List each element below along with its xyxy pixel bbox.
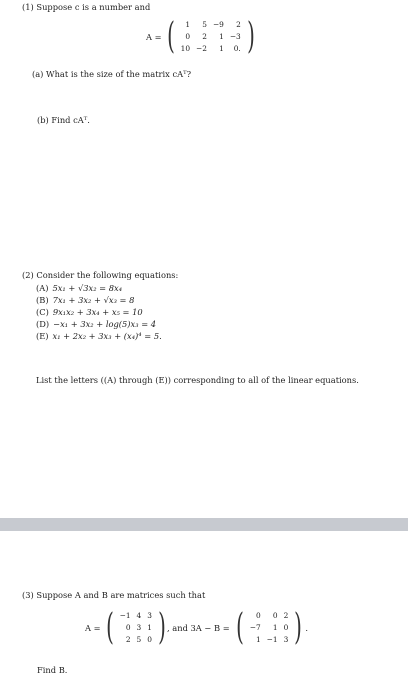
- left-paren: (: [235, 607, 244, 648]
- matrix-entry: −3: [229, 32, 241, 41]
- matrix-entry: 2: [283, 611, 289, 620]
- matrix-entry: 5: [202, 20, 207, 29]
- matrix-entry: 1: [219, 32, 224, 41]
- right-paren: ): [158, 607, 166, 648]
- q1-intro: [22, 2, 150, 12]
- q1-part-b: (b) Find cAᵀ.: [37, 115, 90, 125]
- matrix-entry: 2: [202, 32, 207, 41]
- matrix-entry: 1: [185, 20, 191, 29]
- q2-intro: (2) Consider the following equations:: [22, 270, 179, 280]
- q1-number: (1): [22, 2, 34, 12]
- section-divider: [0, 518, 408, 531]
- matrix-row: [178, 31, 244, 43]
- left-paren: (: [105, 607, 114, 648]
- matrix-entry: 0: [125, 623, 131, 632]
- equation-text: x₁ + 2x₂ + 3x₃ + (x₄)⁴ = 5.: [52, 331, 162, 341]
- q3-task: Find B.: [37, 665, 68, 675]
- q1-matrix-label: A =: [146, 32, 162, 42]
- q2-instruction: List the letters ((A) through (E)) corresponding to all of the linear equations.: [36, 375, 359, 385]
- q1-part-a: (a) What is the size of the matrix cAᵀ?: [32, 69, 192, 79]
- matrix-entry: 0: [185, 32, 191, 41]
- q3-matrix-c: [233, 607, 306, 648]
- matrix-entry: −2: [196, 44, 207, 53]
- matrix-row: [117, 634, 155, 646]
- left-paren: (: [166, 16, 175, 57]
- equation-item: [36, 319, 162, 331]
- q3-matrix-a-label: A =: [85, 623, 101, 633]
- right-paren: ): [246, 16, 255, 57]
- matrix-row: [178, 43, 244, 55]
- matrix-entry: 5: [136, 635, 142, 644]
- equation-item: [36, 283, 162, 295]
- right-paren: ): [294, 607, 303, 648]
- q1-intro-text: Suppose c is a number and: [36, 2, 151, 12]
- matrix-entry: 1: [219, 44, 224, 53]
- matrix-entry: 3: [283, 635, 289, 644]
- q3-matrix-row: [85, 607, 308, 648]
- matrix-entry: 2: [125, 635, 131, 644]
- matrix-entry: 0: [272, 611, 278, 620]
- matrix-entry: 2: [236, 20, 241, 29]
- q3-connector: , and 3A − B =: [167, 623, 230, 633]
- q2-equations: [36, 283, 162, 343]
- equation-text: 5x₁ + √3x₂ = 8x₄: [52, 283, 123, 293]
- matrix-row: [247, 634, 292, 646]
- equation-label: (C): [36, 307, 49, 317]
- matrix-entry: 1: [255, 635, 261, 644]
- matrix-entry: 10: [180, 44, 191, 53]
- equation-item: [36, 331, 162, 343]
- equation-label: (B): [36, 295, 49, 305]
- equation-item: [36, 295, 162, 307]
- q1-matrix: [164, 16, 258, 57]
- matrix-row: [117, 610, 155, 622]
- equation-text: −x₁ + 3x₂ + log(5)x₃ = 4: [53, 319, 157, 329]
- q3-matrix-c-table: [247, 610, 292, 646]
- matrix-entry: 0: [283, 623, 289, 632]
- matrix-row: [117, 622, 155, 634]
- matrix-entry: 1: [147, 623, 152, 632]
- q3-matrix-a-table: [117, 610, 155, 646]
- matrix-entry: 4: [136, 611, 142, 620]
- equation-label: (E): [36, 331, 49, 341]
- matrix-entry: 3: [147, 611, 152, 620]
- equation-item: [36, 307, 162, 319]
- matrix-entry: 0: [147, 635, 152, 644]
- matrix-row: [247, 622, 292, 634]
- equation-label: (D): [36, 319, 50, 329]
- matrix-entry: −7: [249, 623, 261, 632]
- matrix-entry: 3: [136, 623, 142, 632]
- matrix-entry: −1: [119, 611, 131, 620]
- matrix-entry: 0: [255, 611, 261, 620]
- matrix-row: [247, 610, 292, 622]
- q3-matrix-a: [103, 607, 169, 648]
- matrix-entry: 0.: [233, 44, 241, 53]
- matrix-entry: −1: [266, 635, 278, 644]
- equation-text: 9x₁x₂ + 3x₄ + x₅ = 10: [52, 307, 143, 317]
- q1-matrix-table: [178, 19, 244, 55]
- matrix-row: [178, 19, 244, 31]
- q1-matrix-block: [146, 16, 258, 57]
- q3-end: .: [305, 623, 308, 633]
- equation-label: (A): [36, 283, 49, 293]
- q3-intro: (3) Suppose A and B are matrices such that: [22, 590, 206, 600]
- matrix-entry: 1: [272, 623, 278, 632]
- equation-text: 7x₁ + 3x₂ + √x₃ = 8: [52, 295, 135, 305]
- matrix-entry: −9: [212, 20, 224, 29]
